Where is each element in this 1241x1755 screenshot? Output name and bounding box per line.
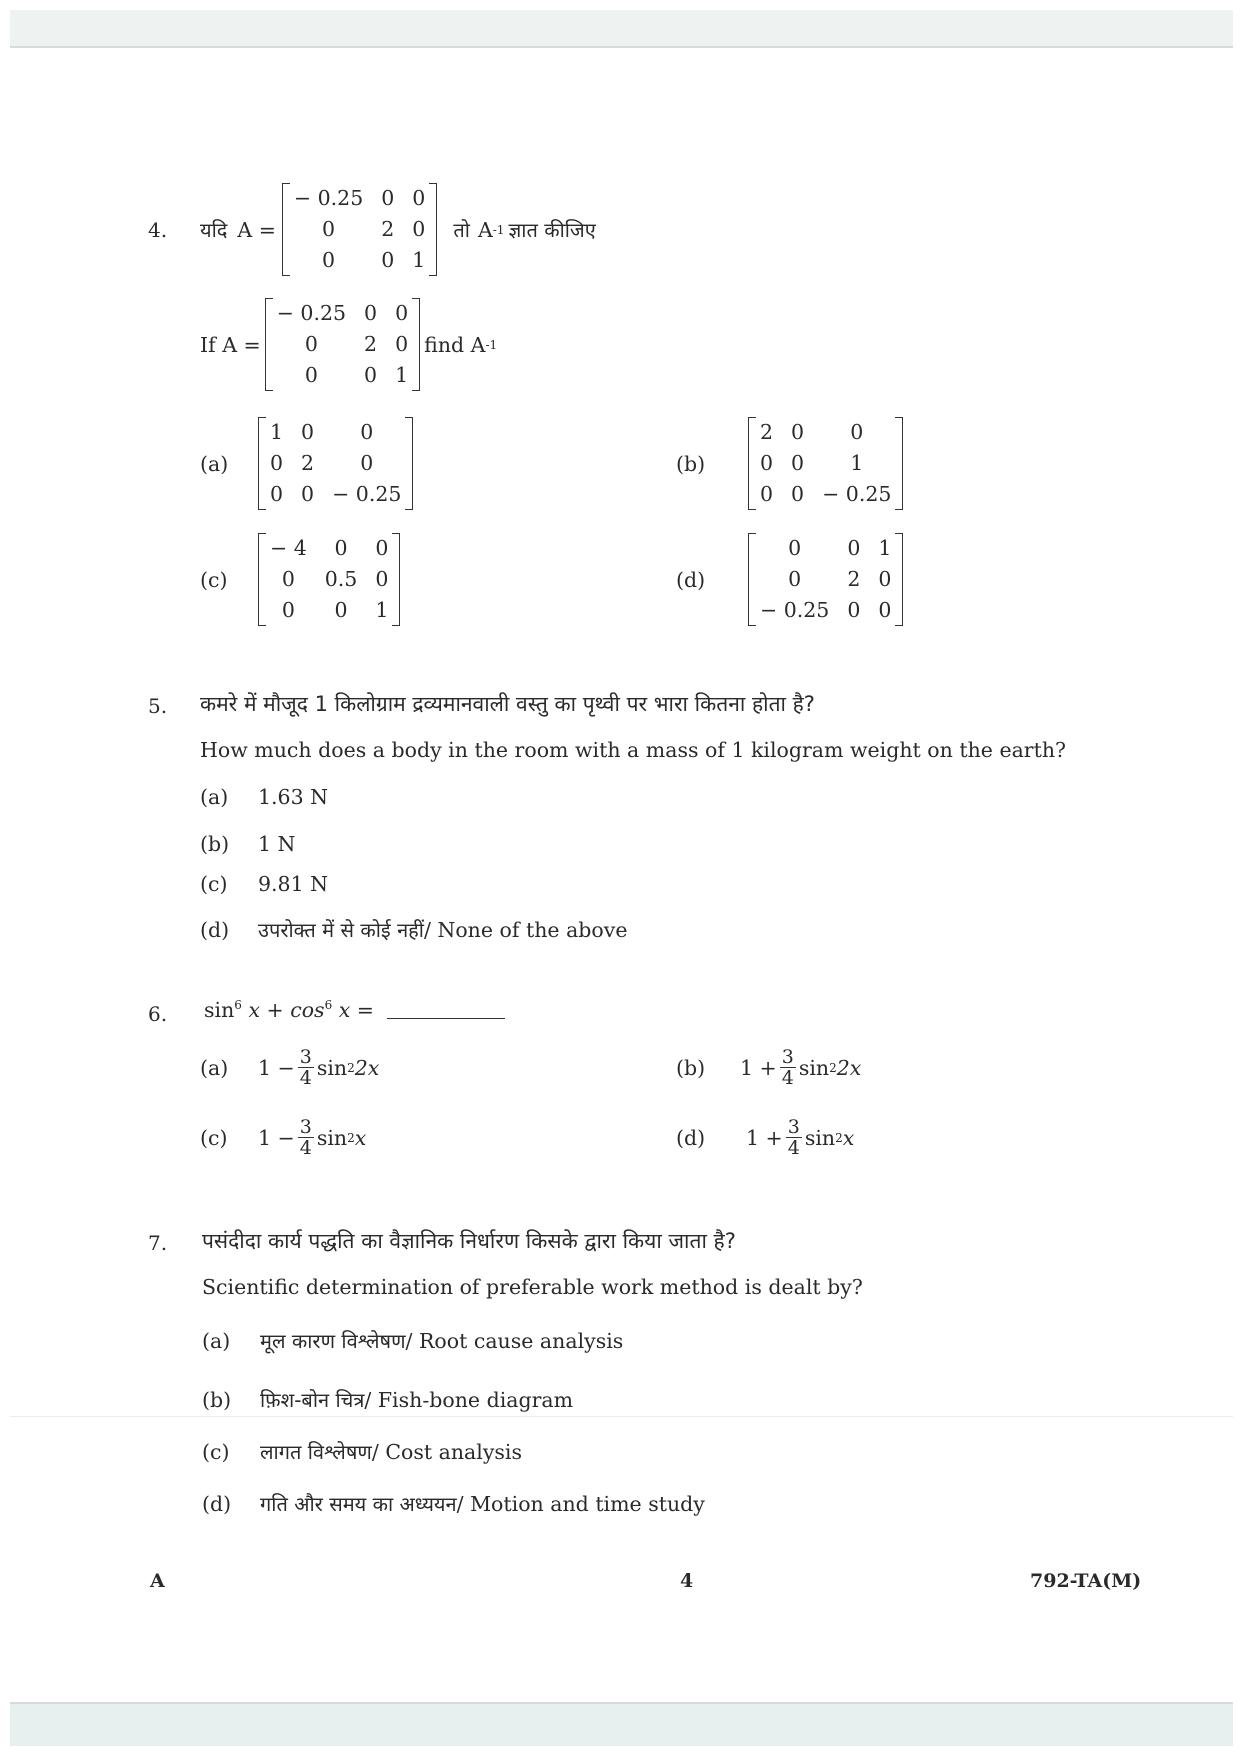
option-c[interactable]: (c) लागत विश्लेषण / Cost analysis [202, 1439, 522, 1464]
paper-code: 792-TA(M) [1030, 1570, 1142, 1592]
option-c[interactable]: (c) − 4 0 0 0 0.5 0 0 0 1 [200, 533, 400, 626]
option-c[interactable]: (c) 9.81 N [200, 872, 329, 896]
fraction: $\frac{3}{4}$ [299, 1116, 312, 1159]
option-a[interactable]: (a) 1 − $\frac{3}{4}$ sin 2 2x [200, 1046, 380, 1089]
booklet-series: A [150, 1570, 165, 1592]
option-a[interactable]: (a) 1.63 N [200, 785, 329, 809]
option-b[interactable]: (b) 1 N [200, 832, 296, 856]
question-english: If A = − 0.25 0 0 0 2 0 0 0 1 find A -1 [200, 298, 497, 391]
option-b[interactable]: (b) फ़िश-बोन चित्र / Fish-bone diagram [202, 1387, 574, 1412]
option-c[interactable]: (c) 1 − $\frac{3}{4}$ sin 2 x [200, 1116, 367, 1159]
assign-label: A = [237, 217, 276, 242]
scan-bottom-band [10, 1702, 1233, 1746]
question-english: How much does a body in the room with a mass of 1 kilogram weight on the earth? [200, 738, 1067, 762]
question-english: Scientific determination of preferable work method is dealt by? [202, 1275, 863, 1299]
option-matrix: − 4 0 0 0 0.5 0 0 0 1 [258, 533, 400, 626]
option-d[interactable]: (d) 1 + $\frac{3}{4}$ sin 2 x [676, 1116, 855, 1159]
matrix-grid: − 0.25 0 0 0 2 0 0 0 1 [293, 186, 426, 272]
question-hindi-prefix: यदि [200, 218, 228, 242]
matrix-A-english [265, 298, 420, 391]
option-b[interactable]: (b) 1 + $\frac{3}{4}$ sin 2 2x [676, 1046, 862, 1089]
option-b[interactable]: (b) 2 0 0 0 0 1 0 0 − 0.25 [676, 417, 903, 510]
option-d[interactable]: (d) 0 0 1 0 2 0 − 0.25 0 0 [676, 533, 903, 626]
question-number: 6. [148, 1002, 168, 1026]
question-number: 5. [148, 694, 168, 718]
scan-top-band [10, 10, 1233, 48]
question-number: 4. [148, 218, 168, 242]
option-matrix: 1 0 0 0 2 0 0 0 − 0.25 [258, 417, 413, 510]
fraction: $\frac{3}{4}$ [787, 1116, 800, 1159]
page-number: 4 [680, 1570, 694, 1592]
option-matrix: 2 0 0 0 0 1 0 0 − 0.25 [748, 417, 903, 510]
question-hindi: यदि A = − 0.25 0 0 0 2 0 0 0 1 तो A -1 ज्ञात कीजिए [200, 183, 596, 276]
option-a[interactable]: (a) 1 0 0 0 2 0 0 0 − 0.25 [200, 417, 413, 510]
question-hindi: पसंदीदा कार्य पद्धति का वैज्ञानिक निर्धारण किसके द्वारा किया जाता है? [202, 1229, 736, 1253]
question-number: 7. [148, 1231, 168, 1255]
option-d[interactable]: (d) गति और समय का अध्ययन / Motion and time study [202, 1491, 705, 1516]
question-expression: $\sin^6 x + \cos^6 x$ = [204, 998, 505, 1022]
answer-blank [387, 1018, 505, 1019]
option-a[interactable]: (a) मूल कारण विश्लेषण / Root cause analysis [202, 1328, 624, 1353]
question-hindi: कमरे में मौजूद 1 किलोग्राम द्रव्यमानवाली वस्तु का पृथ्वी पर भारा कितना होता है? [200, 692, 815, 716]
matrix-grid: − 0.25 0 0 0 2 0 0 0 1 [276, 301, 409, 387]
option-matrix: 0 0 1 0 2 0 − 0.25 0 0 [748, 533, 903, 626]
matrix-A-hindi [282, 183, 437, 276]
fraction: $\frac{3}{4}$ [299, 1046, 312, 1089]
option-d[interactable]: (d) उपरोक्त में से कोई नहीं / None of the above [200, 917, 628, 942]
scan-fold-line [10, 1416, 1233, 1417]
fraction: $\frac{3}{4}$ [781, 1046, 794, 1089]
